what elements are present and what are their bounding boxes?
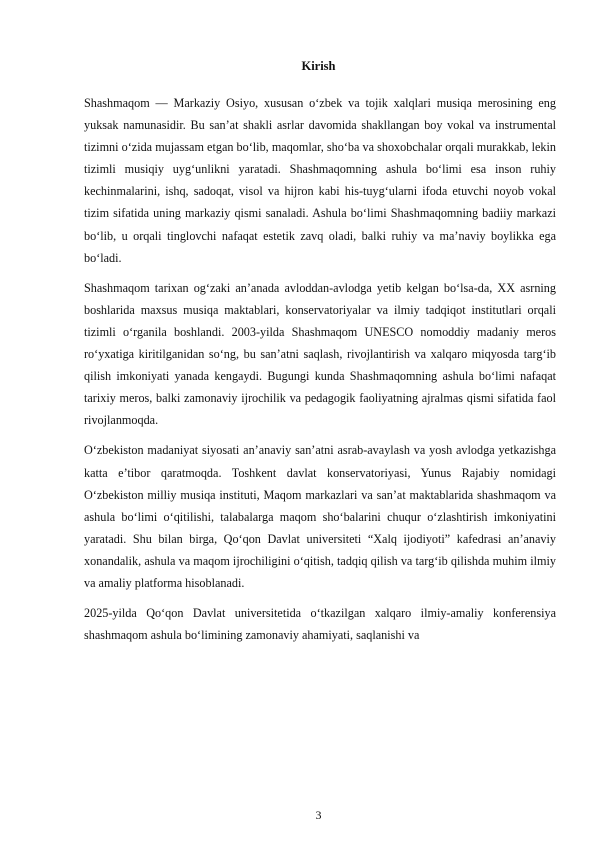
section-title: Kirish [301, 59, 336, 73]
paragraph-1: Shashmaqom — Markaziy Osiyo, xususan o‘zbek va tojik xalqlari musiqa merosining eng yuksak namunasidir. Bu san’at shakli asrlar davomida shakllangan boy vokal va instrumental tizimni o‘zida mujassam etgan bo‘lib, maqomlar, sho‘ba va shoxobchalar orqali murakkab, lekin tizimli musiqiy uyg‘unlikni yaratadi. Shashmaqomning ashula bo‘limi esa inson ruhiy kechinmalarini, ishq, sadoqat, visol va hijron kabi his-tuyg‘ularni ifoda etuvchi noyob vokal tizim sifatida uning markaziy qismi sanaladi. Ashula bo‘limi Shashmaqomning badiiy markazi bo‘lib, u orqali tinglovchi nafaqat estetik zavq oladi, balki ruhiy va ma’naviy boylikka ega bo‘ladi. [84, 96, 556, 265]
paragraph-2: Shashmaqom tarixan og‘zaki an’anada avloddan-avlodga yetib kelgan bo‘lsa-da, XX asrning boshlarida maxsus musiqa maktablari, konservatoriyalar va ilmiy tadqiqot institutlari orqali tizimli o‘rganila boshlandi. 2003-yilda Shashmaqom UNESCO nomoddiy madaniy meros ro‘yxatiga kiritilganidan so‘ng, bu san’atni saqlash, rivojlantirish va xalqaro miqyosda targ‘ib qilish imkoniyati yanada kengaydi. Bugungi kunda Shashmaqomning ashula bo‘limi nafaqat tarixiy meros, balki zamonaviy ijrochilik va pedagogik faoliyatning ajralmas qismi sifatida faol rivojlanmoqda. [84, 280, 556, 428]
body-text [84, 92, 556, 654]
page-number: 3 [315, 808, 322, 822]
paragraph-3: O‘zbekiston madaniyat siyosati an’anaviy san’atni asrab-avaylash va yosh avlodga yetkazishga katta e’tibor qaratmoqda. Toshkent davlat konservatoriyasi, Yunus Rajabiy nomidagi O‘zbekiston milliy musiqa instituti, Maqom markazlari va san’at maktablarida shashmaqom va ashula bo‘limi o‘qitilishi, talabalarga maqom sho‘balarini chuqur o‘zlashtirish imkoniyatini yaratadi. Shu bilan birga, Qo‘qon Davlat universiteti “Xalq ijodiyoti” kafedrasi an’anaviy xonandalik, ashula va maqom ijrochiligini o‘qitish, tadqiq qilish va targ‘ib qilishda muhim ilmiy va amaliy platforma hisoblanadi. [84, 443, 556, 590]
paragraph-4: 2025-yilda Qo‘qon Davlat universitetida o‘tkazilgan xalqaro ilmiy-amaliy konferensiya shashmaqom ashula bo‘limining zamonaviy ahamiyati, saqlanishi va [84, 606, 556, 643]
